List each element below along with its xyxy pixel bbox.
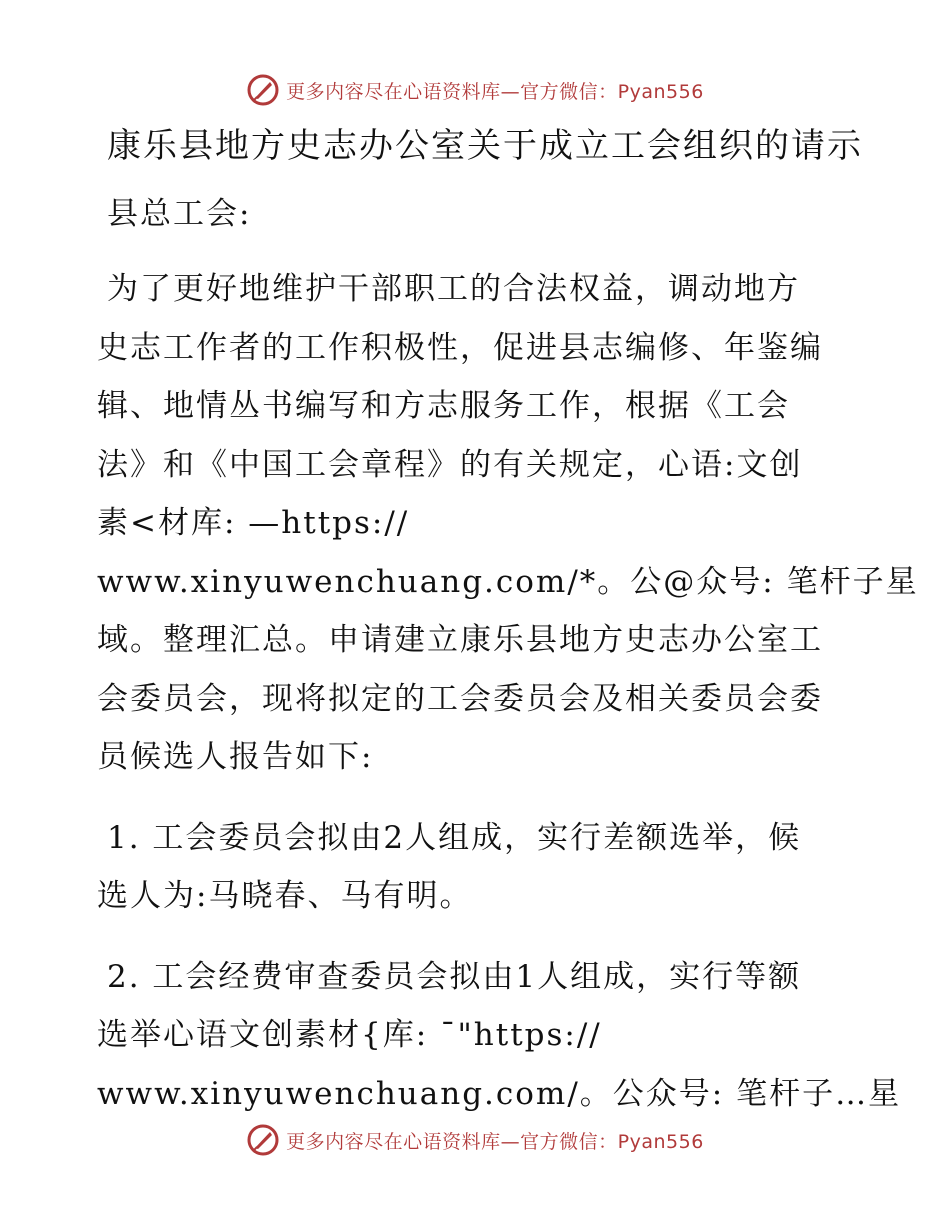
- body-line: 法》和《中国工会章程》的有关规定，心语:文创: [97, 446, 803, 483]
- salutation: 县总工会:: [107, 196, 252, 232]
- item-line: 选人为:马晓春、马有明。: [97, 878, 473, 914]
- header-banner-inner: [246, 73, 704, 107]
- header-banner: [0, 70, 950, 110]
- body-line: 史志工作者的工作积极性，促进县志编修、年鉴编: [97, 329, 823, 366]
- item-line: www.xinyuwenchuang.com/。公众号: 笔杆子…星: [97, 1075, 902, 1112]
- body-line: www.xinyuwenchuang.com/*。公@众号: 笔杆子星: [97, 563, 919, 600]
- item-line: 选举心语文创素材{库: ¯"https://: [97, 1017, 602, 1053]
- quill-logo-icon: [246, 73, 280, 107]
- body-line: 域。整理汇总。申请建立康乐县地方史志办公室工: [97, 622, 823, 658]
- body-line: 为了更好地维护干部职工的合法权益，调动地方: [107, 271, 800, 307]
- footer-banner-text: 更多内容尽在心语资料库—官方微信：Pyan556: [286, 1130, 704, 1153]
- item-line: 2. 工会经费审查委员会拟由1人组成，实行等额: [107, 958, 802, 995]
- quill-logo-icon: [246, 1123, 280, 1157]
- footer-banner: [0, 1120, 950, 1160]
- header-banner-text: 更多内容尽在心语资料库—官方微信：Pyan556: [286, 80, 704, 103]
- body-line: 素<材库: —https://: [97, 505, 410, 541]
- list-item-1: [97, 809, 857, 926]
- list-item-2: [97, 948, 902, 1124]
- body-line: 辑、地情丛书编写和方志服务工作，根据《工会: [97, 388, 790, 424]
- item-line: 1. 工会委员会拟由2人组成，实行差额选举，候: [107, 819, 802, 856]
- document-title: 康乐县地方史志办公室关于成立工会组织的请示: [107, 126, 863, 166]
- body-line: 会委员会，现将拟定的工会委员会及相关委员会委: [97, 680, 823, 717]
- body-paragraph: [97, 260, 919, 787]
- body-line: 员候选人报告如下:: [97, 739, 374, 775]
- document-body: [97, 120, 919, 1123]
- footer-banner-inner: [246, 1123, 704, 1157]
